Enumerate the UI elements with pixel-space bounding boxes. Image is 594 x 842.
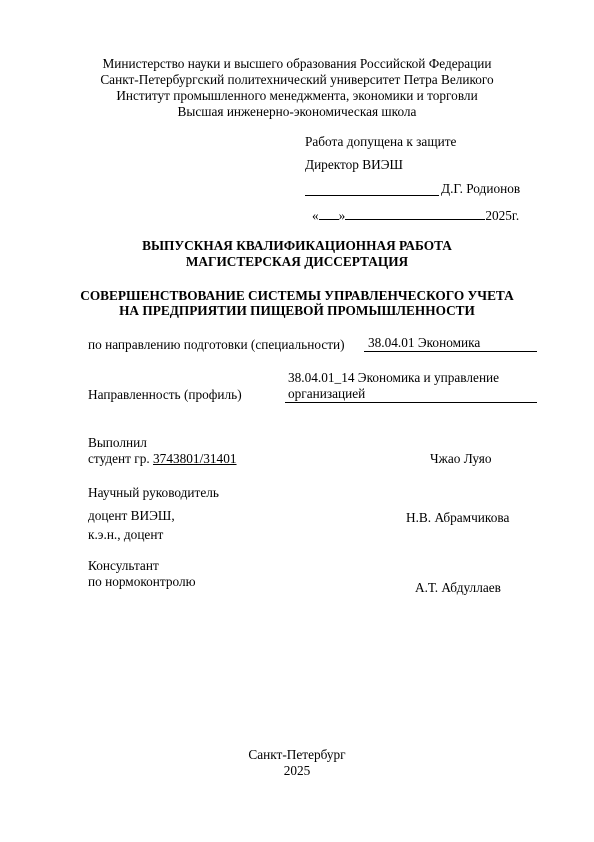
approval-year: 2025г. [485,208,520,223]
footer-city: Санкт-Петербург [248,747,346,762]
approval-date [312,206,519,224]
institute-line: Институт промышленного менеджмента, экономики и торговли [116,88,478,103]
topic-line-1: СОВЕРШЕНСТВОВАНИЕ СИСТЕМЫ УПРАВЛЕНЧЕСКОГО УЧЕТА [80,288,514,303]
profile-value-line-1: 38.04.01_14 Экономика и управление [288,370,500,385]
supervisor-position: доцент ВИЭШ, [88,508,175,523]
admitted-text: Работа допущена к защите [305,134,457,149]
supervisor-degree: к.э.н., доцент [88,527,164,542]
direction-value: 38.04.01 Экономика [368,335,481,350]
topic-line-2: НА ПРЕДПРИЯТИИ ПИЩЕВОЙ ПРОМЫШЛЕННОСТИ [119,303,475,318]
ministry-line: Министерство науки и высшего образования Российской Федерации [102,56,492,71]
direction-underline [364,351,537,352]
consultant-role: по нормоконтролю [88,574,196,589]
director-name: Д.Г. Родионов [441,181,521,196]
student-group-number: 3743801/31401 [153,451,237,466]
date-day-blank [319,206,339,220]
director-title: Директор ВИЭШ [305,157,403,172]
supervisor-label: Научный руководитель [88,485,219,500]
degree-title: МАГИСТЕРСКАЯ ДИССЕРТАЦИЯ [185,254,409,269]
direction-label: по направлению подготовки (специальности) [88,337,345,352]
work-type-title: ВЫПУСКНАЯ КВАЛИФИКАЦИОННАЯ РАБОТА [142,238,452,253]
performer-label: Выполнил [88,435,147,450]
date-quote-close: » [338,208,346,223]
university-line: Санкт-Петербургский политехнический университет Петра Великого [100,72,494,87]
student-name: Чжао Луяо [430,451,492,466]
director-signature-line [305,195,439,196]
date-quote-open: « [312,208,319,223]
school-line: Высшая инженерно-экономическая школа [177,104,417,119]
consultant-label: Консультант [88,558,159,573]
profile-value-line-2: организацией [288,386,366,401]
consultant-name: А.Т. Абдуллаев [415,580,501,595]
profile-underline [285,402,537,403]
footer-year: 2025 [283,763,311,778]
student-group-line [88,451,237,467]
date-month-blank [345,206,485,220]
student-group-label: студент гр. [88,451,150,466]
supervisor-name: Н.В. Абрамчикова [406,510,510,525]
profile-label: Направленность (профиль) [88,387,242,402]
